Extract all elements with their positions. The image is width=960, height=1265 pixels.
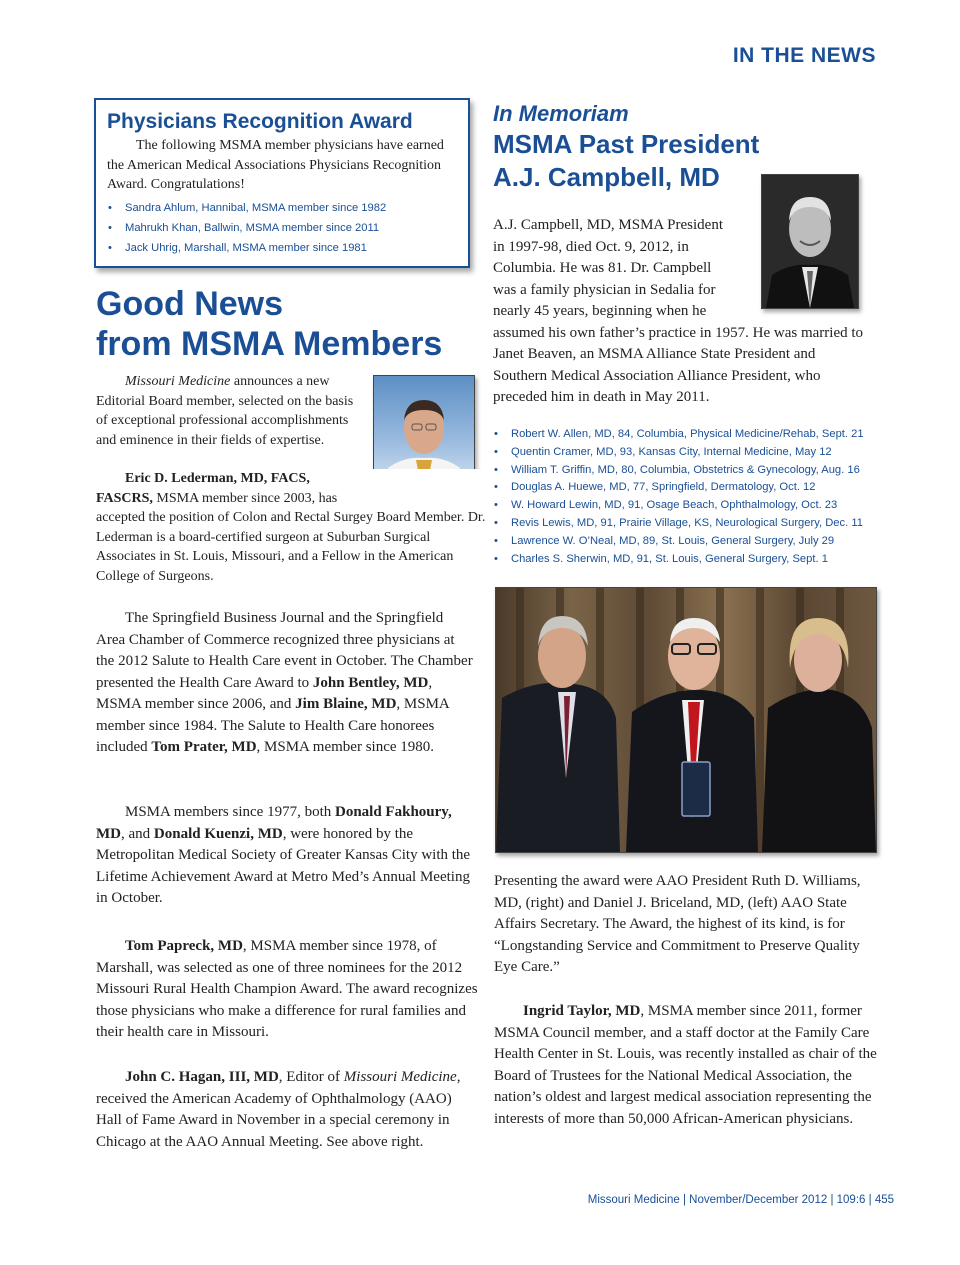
footer-separator: | <box>682 1194 690 1206</box>
bullet-icon: • <box>108 241 112 254</box>
taylor-paragraph: Ingrid Taylor, MD, MSMA member since 2011, former MSMA Council member, and a staff doctor at the Family Care Health Center in St. Louis, was recently installed as chair of the Board of Trustees for the National Medical Association, the nation’s oldest and largest medical association representing the interests of more than 50,000 African-American physicians. <box>494 1003 877 1127</box>
award-box <box>94 98 470 268</box>
float-spacer <box>729 215 865 311</box>
footer-separator: | <box>830 1194 837 1206</box>
memoriam-title-line2: A.J. Campbell, MD <box>493 162 720 192</box>
campbell-paragraph: A.J. Campbell, MD, MSMA President in 1997-98, died Oct. 9, 2012, in Columbia. He was 81. Dr. Campbell was a family physician in Sedalia for nearly 45 years, beginning when he assumed his own father’s practice in 1957. He was married to Janet Beaven, an MSMA Alliance State President and Southern Medical Association Alliance President, who preceded him in death in May 2011. <box>493 217 864 405</box>
hagan-paragraph: John C. Hagan, III, MD, Editor of Missouri Medicine, received the American Academy of Ophthalmology (AAO) Hall of Fame Award in November in a special ceremony in Chicago at the AAO Annual Meeting. See above right. <box>96 1069 461 1150</box>
list-item: • Charles S. Sherwin, MD, 91, St. Louis, General Surgery, Sept. 1 <box>494 552 828 565</box>
group-photo-icon <box>496 588 876 852</box>
memoriam-title-line1: MSMA Past President <box>493 129 760 159</box>
memoriam-heading <box>493 100 793 194</box>
deceased-list <box>493 426 893 568</box>
footer-separator: | <box>868 1194 875 1206</box>
award-ceremony-photo <box>495 587 877 853</box>
list-item: • Mahrukh Khan, Ballwin, MSMA member since 2011 <box>107 218 458 238</box>
kansas-city-paragraph: MSMA members since 1977, both Donald Fakhoury, MD, and Donald Kuenzi, MD, were honored by the Metropolitan Medical Society of Greater Kansas City with the Lifetime Achievement Award at Metro Med’s Annual Meeting in October. <box>96 804 471 906</box>
list-item: • Robert W. Allen, MD, 84, Columbia, Physical Medicine/Rehab, Sept. 21 <box>494 428 864 440</box>
list-item: • Revis Lewis, MD, 91, Prairie Village, KS, Neurological Surgery, Dec. 11 <box>494 516 863 529</box>
list-item: • Lawrence W. O’Neal, MD, 89, St. Louis, General Surgery, July 29 <box>494 534 835 547</box>
bullet-icon: • <box>108 201 112 214</box>
award-photo-caption: Presenting the award were AAO President Ruth D. Williams, MD, (right) and Daniel J. Briceland, MD, (left) AAO State Affairs Secretary. The Award, the highest of its kind, is for “Longstanding Service and Commitment to Preserve Quality Eye Care.” <box>494 873 861 975</box>
list-item: • Douglas A. Huewe, MD, 77, Springfield, Dermatology, Oct. 12 <box>494 481 816 494</box>
section-label: IN THE NEWS <box>732 44 876 67</box>
award-intro: The following MSMA member physicians have earned the American Medical Associations Physicians Recognition Award. Congratulations! <box>107 138 444 192</box>
list-item: • Quentin Cramer, MD, 93, Kansas City, Internal Medicine, May 12 <box>494 445 832 458</box>
award-recipient-list <box>107 198 458 258</box>
page-footer <box>588 1194 894 1206</box>
award-title: Physicians Recognition Award <box>107 110 413 133</box>
lederman-description: Eric D. Lederman, MD, FACS, FASCRS, MSMA member since 2003, has accepted the position of Colon and Rectal Surgey Board Member. Dr. Lederman is a board-certified surgeon at Suburban Surgical Associates in St. Louis, Missouri, and a Fellow in the American College of Surgeons. <box>96 469 486 586</box>
lederman-article <box>96 372 366 450</box>
deceased-list-container <box>493 426 893 568</box>
good-news-title: Good News from MSMA Members <box>96 285 443 363</box>
list-item: • Jack Uhrig, Marshall, MSMA member since 1981 <box>107 238 458 258</box>
footer-journal: Missouri Medicine <box>587 1194 680 1206</box>
editorial-paragraph: Missouri Medicine announces a new Editorial Board member, selected on the basis of exceptional professional accomplishments and eminence in their fields of expertise. <box>96 374 354 448</box>
bullet-icon: • <box>108 221 112 234</box>
memoriam-kicker: In Memoriam <box>493 101 629 126</box>
list-item: • W. Howard Lewin, MD, 91, Osage Beach, Ophthalmology, Oct. 23 <box>494 499 838 512</box>
papreck-paragraph: Tom Papreck, MD, MSMA member since 1978, of Marshall, was selected as one of three nominees for the 2012 Missouri Rural Health Champion Award. The award recognizes those physicians who make a difference for rural families and their health care in Missouri. <box>96 938 478 1040</box>
footer-page-number: 455 <box>874 1194 894 1206</box>
springfield-paragraph: The Springfield Business Journal and the Springfield Area Chamber of Commerce recognized three physicians at the 2012 Salute to Health Care event in October. The Chamber presented the Health Care Award to John Bentley, MD, MSMA member since 2006, and Jim Blaine, MD, MSMA member since 1984. The Salute to Health Care honorees included Tom Prater, MD, MSMA member since 1980. <box>96 610 473 755</box>
list-item: • William T. Griffin, MD, 80, Columbia, Obstetrics & Gynecology, Aug. 16 <box>494 463 860 476</box>
footer-issue: November/December 2012 <box>689 1194 828 1206</box>
footer-volume: 109:6 <box>836 1194 866 1206</box>
list-item: • Sandra Ahlum, Hannibal, MSMA member since 1982 <box>107 198 458 218</box>
